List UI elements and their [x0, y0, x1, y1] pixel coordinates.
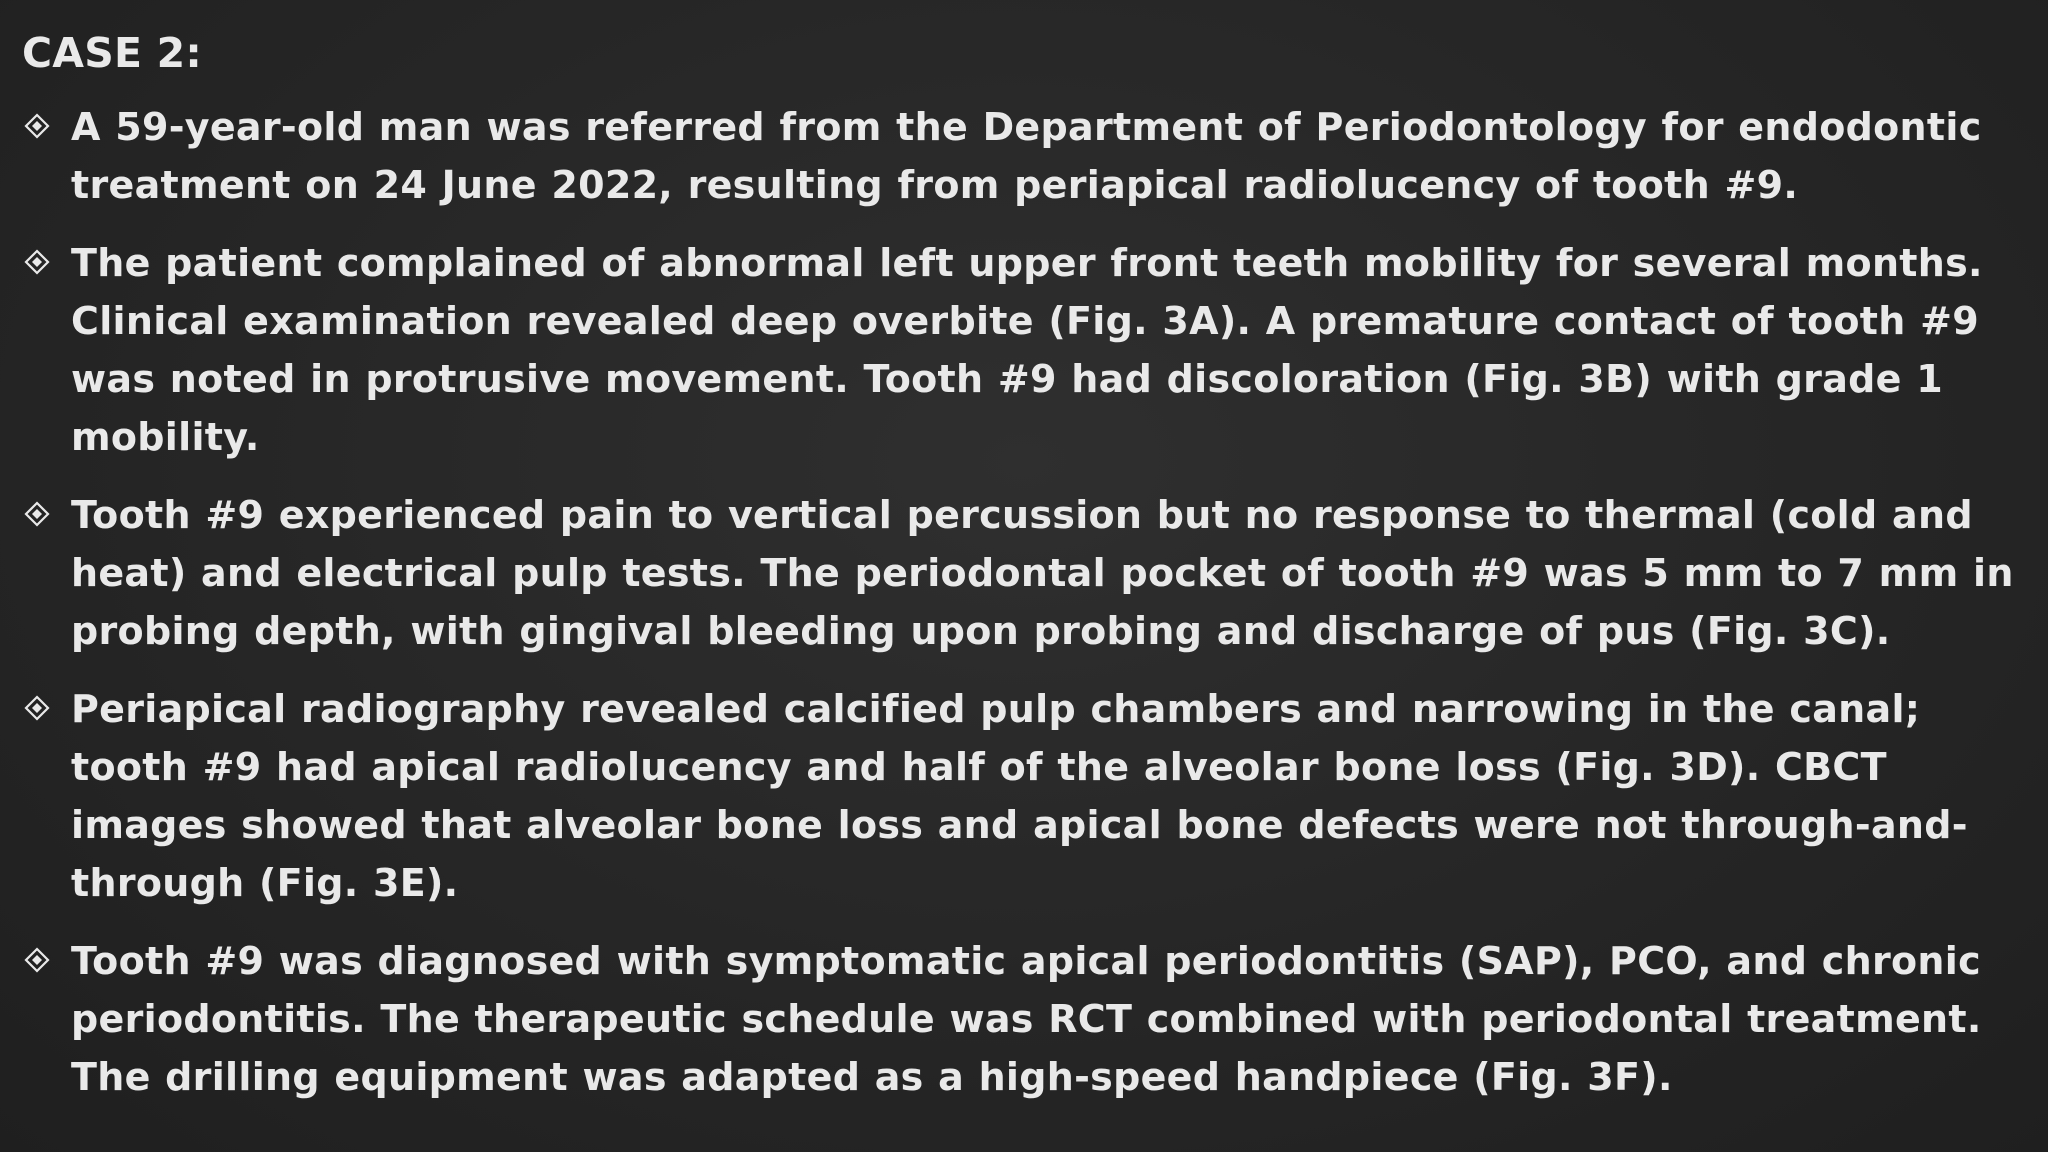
slide-title: CASE 2: [22, 29, 202, 77]
list-item [22, 234, 2028, 466]
list-item [22, 486, 2028, 660]
list-item [22, 932, 2028, 1106]
bullet-text: The patient complained of abnormal left upper front teeth mobility for several months. Clinical examination revealed deep overbite (Fig. 3A). A premature contact of tooth #9 was noted in protrusive movement. Tooth #9 had discoloration (Fig. 3B) with grade 1 mobility. [71, 241, 1983, 459]
list-item [22, 98, 2028, 214]
diamond-bullet-icon [22, 234, 71, 292]
bullet-text: Tooth #9 was diagnosed with symptomatic apical periodontitis (SAP), PCO, and chronic periodontitis. The therapeutic schedule was RCT combined with periodontal treatment. The drilling equipment was adapted as a high-speed handpiece (Fig. 3F). [71, 939, 1982, 1099]
diamond-bullet-icon [22, 680, 71, 738]
bullet-text: Tooth #9 experienced pain to vertical percussion but no response to thermal (cold and heat) and electrical pulp tests. The periodontal pocket of tooth #9 was 5 mm to 7 mm in probing depth, with gingival bleeding upon probing and discharge of pus (Fig. 3C). [71, 493, 2014, 653]
diamond-bullet-icon [22, 486, 71, 544]
diamond-bullet-icon [22, 932, 71, 990]
diamond-bullet-icon [22, 98, 71, 156]
bullet-list [22, 98, 2028, 1106]
list-item [22, 680, 2028, 912]
bullet-text: Periapical radiography revealed calcified pulp chambers and narrowing in the canal; tooth #9 had apical radiolucency and half of the alveolar bone loss (Fig. 3D). CBCT images showed that alveolar bone loss and apical bone defects were not through-and-through (Fig. 3E). [71, 687, 1968, 905]
bullet-text: A 59-year-old man was referred from the Department of Periodontology for endodontic treatment on 24 June 2022, resulting from periapical radiolucency of tooth #9. [71, 105, 1982, 207]
